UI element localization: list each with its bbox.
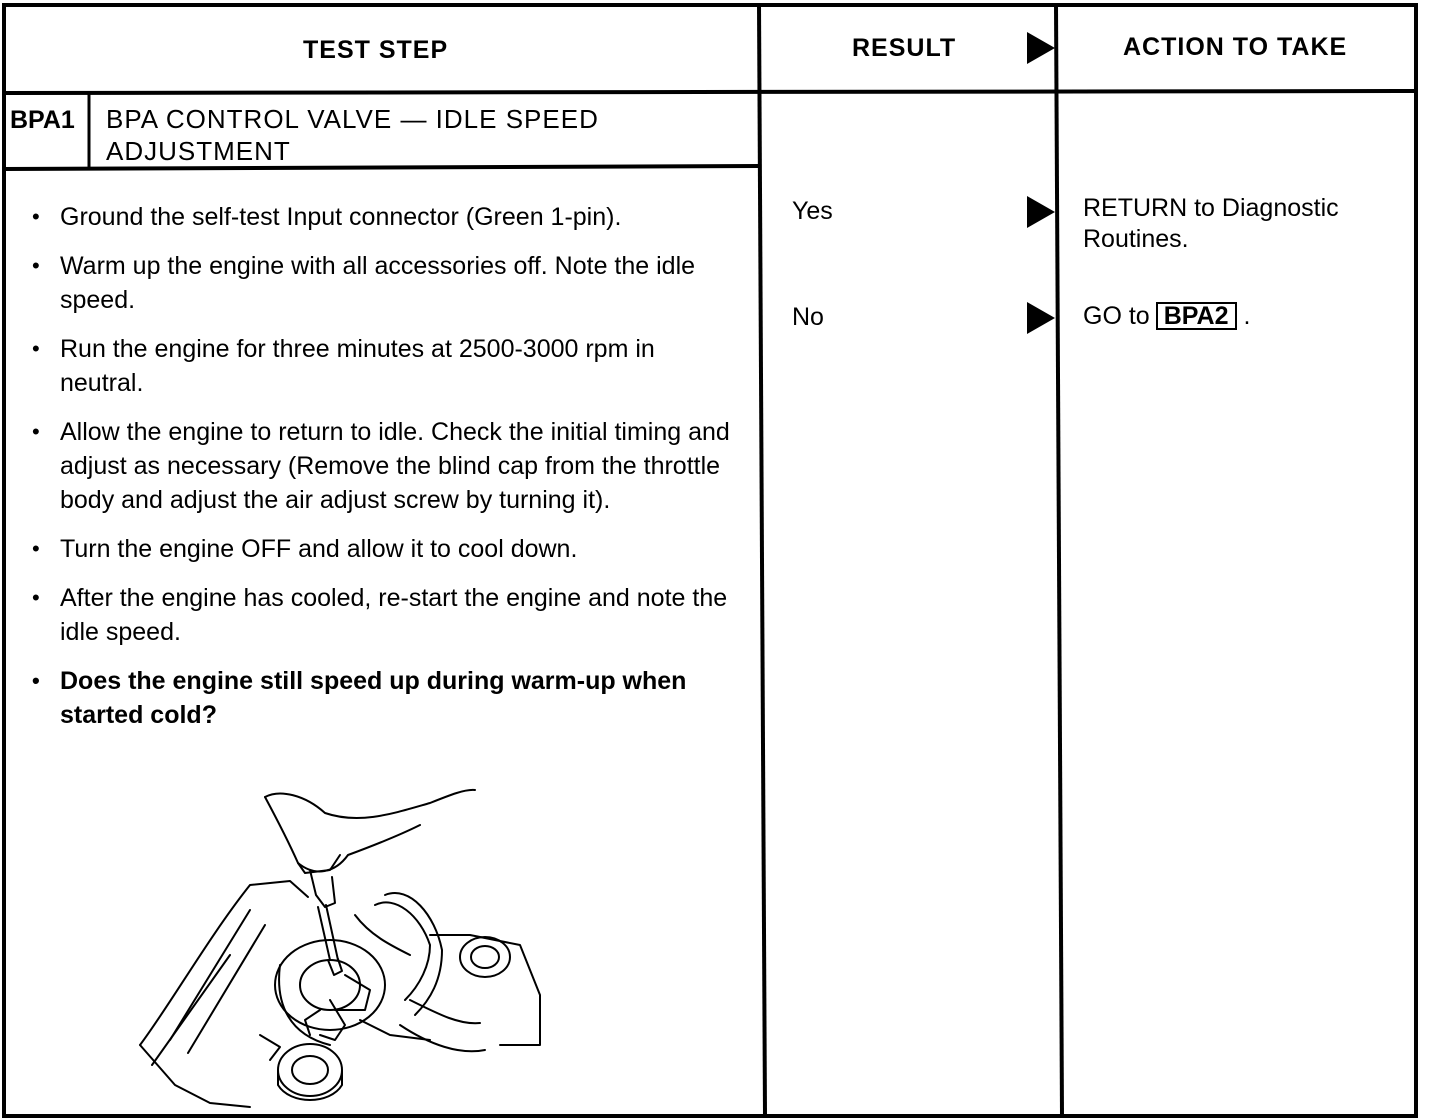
instruction-item: • Warm up the engine with all accessories off. Note the idle speed. bbox=[30, 249, 730, 317]
result-no: No bbox=[792, 303, 824, 331]
instruction-item: • Allow the engine to return to idle. Check the initial timing and adjust as necessary (Remove the blind cap from the throttle body and adjust the air adjust screw by turning it). bbox=[30, 415, 730, 517]
action-no-suffix: . bbox=[1243, 302, 1251, 330]
instruction-item: • After the engine has cooled, re-start the engine and note the idle speed. bbox=[30, 581, 730, 649]
arrow-right-icon bbox=[1027, 302, 1055, 334]
instruction-question: • Does the engine still speed up during warm-up when started cold? bbox=[30, 664, 730, 732]
step-code: BPA1 bbox=[10, 106, 75, 134]
step-title: BPA CONTROL VALVE — IDLE SPEED ADJUSTMENT bbox=[106, 104, 599, 166]
header-test-step: TEST STEP bbox=[303, 36, 449, 64]
instruction-item: • Run the engine for three minutes at 2500-3000 rpm in neutral. bbox=[30, 332, 730, 400]
header-action-to-take: ACTION TO TAKE bbox=[1123, 33, 1348, 61]
instruction-list bbox=[30, 200, 730, 747]
action-no bbox=[1083, 301, 1250, 332]
arrow-right-icon bbox=[1027, 32, 1055, 64]
instruction-item: • Ground the self-test Input connector (Green 1-pin). bbox=[30, 200, 730, 234]
step-reference-bpa2[interactable]: BPA2 bbox=[1156, 302, 1237, 330]
result-yes: Yes bbox=[792, 197, 833, 225]
header-result: RESULT bbox=[852, 34, 957, 62]
instruction-item: • Turn the engine OFF and allow it to cool down. bbox=[30, 532, 730, 566]
action-yes: RETURN to Diagnostic Routines. bbox=[1083, 194, 1339, 253]
arrow-right-icon bbox=[1027, 196, 1055, 228]
engine-throttle-adjustment-drawing-icon bbox=[130, 785, 550, 1110]
action-no-prefix: GO to bbox=[1083, 302, 1150, 330]
